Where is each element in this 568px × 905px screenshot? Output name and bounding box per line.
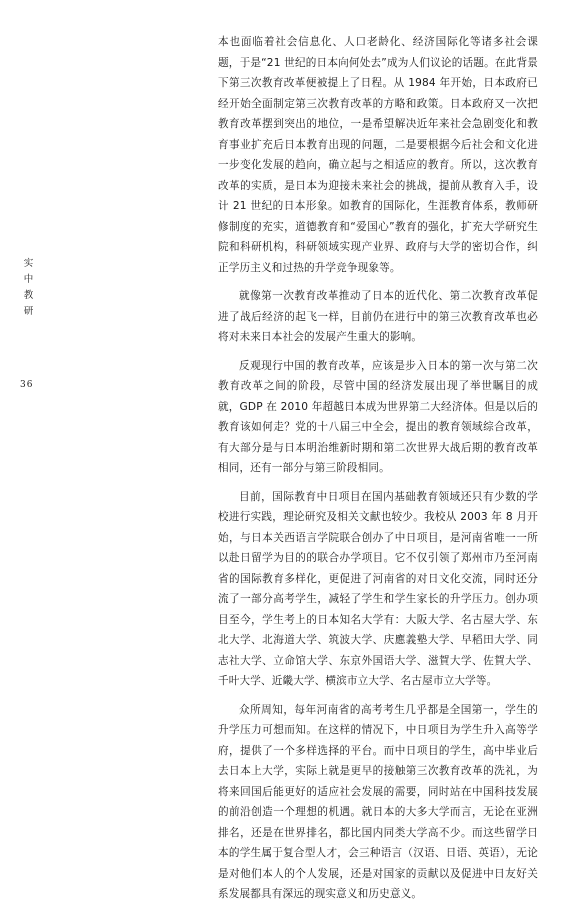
running-header-label: [22, 256, 36, 320]
paragraph: 就像第一次教育改革推动了日本的近代化、第二次教育改革促进了战后经济的起飞一样，目前仍在进行中的第三次教育改革也必将对未来日本社会的发展产生重大的影响。: [218, 290, 538, 343]
body-text: [218, 32, 538, 905]
page-number: 36: [20, 380, 34, 390]
paragraph: 目前，国际教育中日项目在国内基础教育领域还只有少数的学校进行实践，理论研究及相关文献也较少。我校从 2003 年 8 月开始，与日本关西语言学院联合创办了中日项目，是河南省唯一一所以赴日留学为目的的联合办学项目。它不仅引领了郑州市乃至河南省的国际教育多样化，更促进了河南省的对日文化交流，同时还分流了一部分高考学生，减轻了学生和学生家长的升学压力。创办项目至今，学生考上的日本知名大学有：大阪大学、名古屋大学、东北大学、北海道大学、筑波大学、庆應義塾大学、早稻田大学、同志社大学、立命馆大学、东京外国语大学、滋賀大学、佐賀大学、千叶大学、近畿大学、横滨市立大学、名古屋市立大学等。: [218, 490, 538, 687]
paragraph: 众所周知，每年河南省的高考考生几乎都是全国第一，学生的升学压力可想而知。在这样的情况下，中日项目为学生升入高等学府，提供了一个多样选择的平台。而中日项目的学生，高中毕业后去日本上大学，实际上就是更早的接触第三次教育改革的洗礼，为将来回国后能更好的适应社会发展的需要，同时站在中国科技发展的前沿创造一个理想的机遇。就日本的大多大学而言，无论在亚洲排名，还是在世界排名，都比国内同类大学高不少。而这些留学日本的学生属于复合型人才，会三种语言（汉语、日语、英语），无论是对他们本人的个人发展，还是对国家的贡献以及促进中日友好关系发展都具有深远的现实意义和历史意义。: [218, 703, 538, 900]
paragraph-continued: 本也面临着社会信息化、人口老龄化、经济国际化等诸多社会课题，于是“21 世纪的日本向何处去”成为人们议论的话题。在此背景下第三次教育改革便被提上了日程。从 1984 年开始，日本政府已经开始全面制定第三次教育改革的方略和政策。日本政府又一次把教育改革摆到突出的地位，一是希望解决近年来社会急剧变化和教育事业扩充后日本教育出现的问题，二是要根据今后社会和文化进一步变化发展的趋向，确立起与之相适应的教育。所以，这次教育改革的实质，是日本为迎接未来社会的挑战，提前从教育入手，设计 21 世纪的日本形象。如教育的国际化，生涯教育体系，教师研修制度的充实，道德教育和“爱国心”教育的强化，扩充大学研究生院和科研机构，科研领域实现产业界、政府与大学的密切合作，纠正学历主义和过热的升学竞争现象等。: [218, 36, 538, 274]
paragraph: 反观现行中国的教育改革，应该是步入日本的第一次与第二次教育改革之间的阶段，尽管中国的经济发展出现了举世瞩目的成就，GDP 在 2010 年超越日本成为世界第二大经济体。但是以后的教育该如何走？党的十八届三中全会，提出的教育领域综合改革，有大部分是与日本明治维新时期和第二次世界大战后期的教育改革相同，还有一部分与第三阶段相同。: [218, 359, 538, 474]
running-header-char: 研: [23, 306, 35, 317]
running-header-char: 教: [23, 290, 35, 301]
running-header-char: 中: [23, 274, 35, 285]
running-header-char: 实: [23, 258, 35, 269]
